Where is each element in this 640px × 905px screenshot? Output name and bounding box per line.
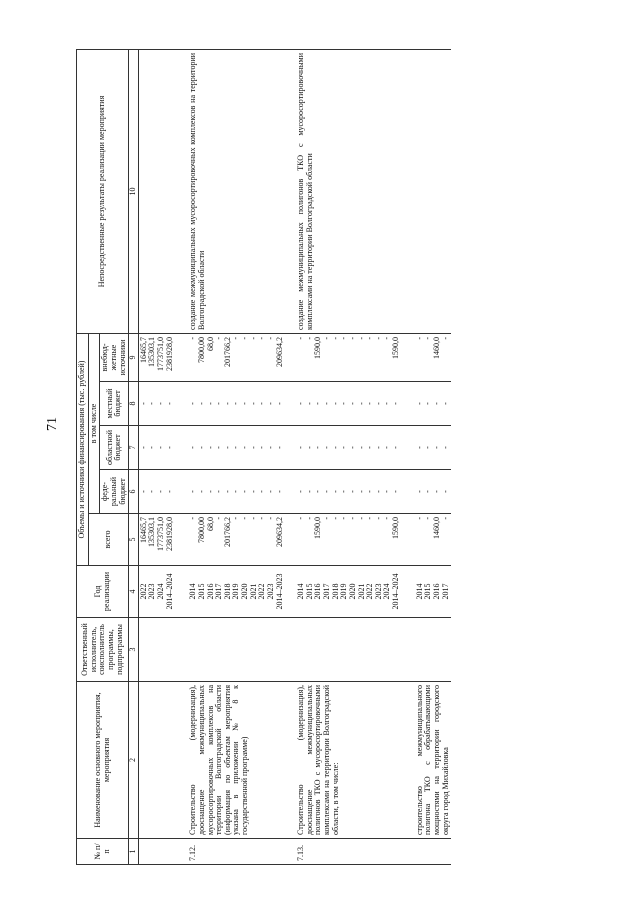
header-year: Год реализации (77, 566, 129, 618)
page-number: 71 (45, 417, 60, 431)
row-extrabudget: - - 1590,0 - - - - - - - - 1590,0 (285, 333, 402, 381)
row-total: - - 1590,0 - - - - - - - - 1590,0 (285, 514, 402, 566)
row-local: - - - - (138, 382, 175, 426)
row-name: Строительство (модернизация), дооснащение межмуниципальных полигонов ТКО с мусоросортировочными комплексами на территории Волгоградской области, в том числе: (285, 682, 402, 839)
header-local: местный бюджет (100, 382, 129, 426)
row-number: 7.13. (285, 839, 402, 865)
row-regional: - - - - (402, 426, 452, 470)
row-extrabudget: - - 1460,0 - (402, 333, 452, 381)
row-regional: - - - - - - - - - - - - (285, 426, 402, 470)
header-name: Наименование основного мероприятия, мероприятия (77, 682, 129, 839)
row-number: 7.12. (175, 839, 285, 865)
column-number: 3 (129, 618, 139, 682)
column-number: 8 (129, 382, 139, 426)
row-years: 2014 2015 2016 2017 2018 2019 2020 2021 2022 2023 2014–2023 (175, 566, 285, 618)
row-result (138, 49, 175, 333)
table-header (77, 49, 139, 864)
table-row (138, 49, 175, 864)
header-funding: Объемы и источники финансирования (тыс. рублей) (77, 333, 89, 565)
header-including: в том числе (88, 333, 100, 513)
program-table (76, 49, 451, 865)
row-extrabudget: - 7800,00 68,0 - 201766,2 - - - - - 209634,2 (175, 333, 285, 381)
row-local: - - - - (402, 382, 452, 426)
header-result: Непосредственные результаты реализации мероприятия (77, 49, 129, 333)
column-number: 5 (129, 514, 139, 566)
row-total: 16465,7 135303,1 1773751,0 2381928,0 (138, 514, 175, 566)
column-number: 4 (129, 566, 139, 618)
row-years: 2014 2015 2016 2017 (402, 566, 452, 618)
row-federal: - - - - - - - - - - - - (285, 470, 402, 514)
column-number: 9 (129, 333, 139, 381)
row-federal: - - - - (402, 470, 452, 514)
row-number (402, 839, 452, 865)
column-number: 1 (129, 839, 139, 865)
row-total: - 7800,00 68,0 - 201766,2 - - - - - 209634,2 (175, 514, 285, 566)
row-regional: - - - - (138, 426, 175, 470)
header-no: № п/п (77, 839, 129, 865)
row-federal: - - - - (138, 470, 175, 514)
row-local: - - - - - - - - - - - - (285, 382, 402, 426)
row-executor (138, 618, 175, 682)
column-number: 6 (129, 470, 139, 514)
row-total: - - 1460,0 - (402, 514, 452, 566)
row-result: создание межмуниципальных мусоросортировочных комплексов на территории Волгоградской области (175, 49, 285, 333)
rotated-sheet (76, 50, 598, 865)
header-extrabudget: внебюд-жетные источники (100, 333, 129, 381)
row-executor (175, 618, 285, 682)
row-name (138, 682, 175, 839)
row-executor (402, 618, 452, 682)
table-body (138, 49, 451, 864)
row-name: строительство межмуниципального полигона ТКО с обрабатывающими мощностями на территории городского округа город Михайловка (402, 682, 452, 839)
row-years: 2014 2015 2016 2017 2018 2019 2020 2021 2022 2023 2024 2014–2024 (285, 566, 402, 618)
row-executor (285, 618, 402, 682)
row-number (138, 839, 175, 865)
header-executor: Ответственный исполнитель, соисполнитель программы, подпрограммы (77, 618, 129, 682)
table-row (285, 49, 402, 864)
row-local: - - - - - - - - - - - (175, 382, 285, 426)
row-name: Строительство (модернизация), дооснащение межмуниципальных мусоросортировочных комплексов на территории Волгоградской области (информация по объектам мероприятия указана в приложении № 8 к государственной программе) (175, 682, 285, 839)
column-number: 7 (129, 426, 139, 470)
row-result (402, 49, 452, 333)
header-federal: феде-ральный бюджет (100, 470, 129, 514)
row-extrabudget: 16465,7 135303,1 1773751,0 2381928,0 (138, 333, 175, 381)
row-regional: - - - - - - - - - - - (175, 426, 285, 470)
column-numbers-row (129, 49, 139, 864)
column-number: 10 (129, 49, 139, 333)
header-total: всего (88, 514, 129, 566)
header-regional: областной бюджет (100, 426, 129, 470)
table-row (175, 49, 285, 864)
row-federal: - - - - - - - - - - - (175, 470, 285, 514)
row-years: 2022 2023 2024 2014–2024 (138, 566, 175, 618)
row-result: создание межмуниципальных полигонов ТКО с мусоросортировочными комплексами на территории Волгоградской области (285, 49, 402, 333)
column-number: 2 (129, 682, 139, 839)
table-row (402, 49, 452, 864)
